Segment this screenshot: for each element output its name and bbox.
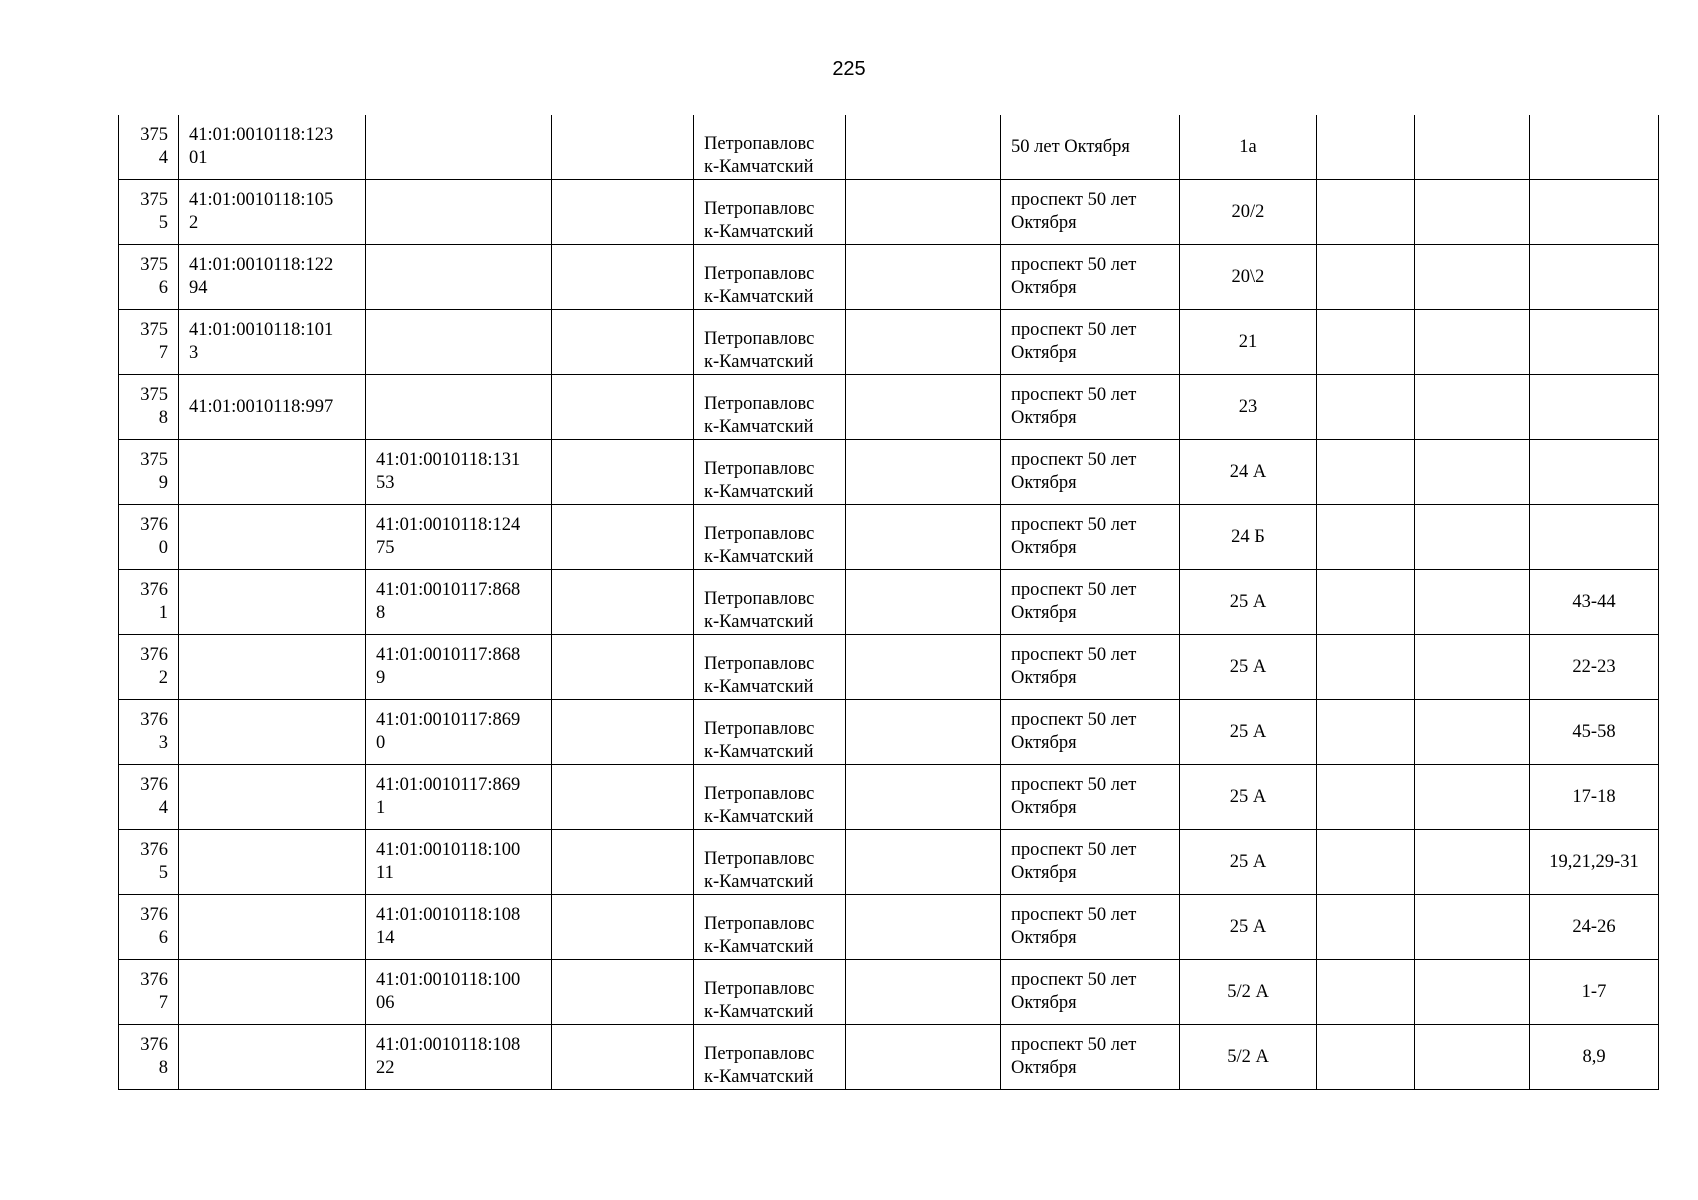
cadastral-number-cell bbox=[179, 700, 366, 765]
city-text: Петропавловс к-Камчатский bbox=[704, 979, 815, 1022]
cadastral-number-alt-text: 41:01:0010118:124 75 bbox=[376, 515, 521, 558]
empty-cell bbox=[1415, 180, 1530, 245]
empty-cell bbox=[846, 635, 1001, 700]
row-number-part-2: 3 bbox=[158, 733, 168, 753]
empty-cell bbox=[1415, 830, 1530, 895]
street-cell bbox=[1001, 375, 1180, 440]
empty-cell bbox=[1415, 375, 1530, 440]
row-number-part-2: 1 bbox=[158, 603, 168, 623]
street-cell bbox=[1001, 1025, 1180, 1090]
city-cell bbox=[694, 570, 846, 635]
city-cell bbox=[694, 180, 846, 245]
street-text: проспект 50 лет Октября bbox=[1011, 255, 1137, 298]
table-row bbox=[119, 310, 1659, 375]
city-text: Петропавловс к-Камчатский bbox=[704, 914, 815, 957]
street-cell bbox=[1001, 115, 1180, 180]
registry-rows bbox=[119, 115, 1659, 1090]
city-cell bbox=[694, 375, 846, 440]
house-text: 25 А bbox=[1229, 916, 1267, 937]
house-text: 20/2 bbox=[1231, 201, 1265, 222]
street-text: проспект 50 лет Октября bbox=[1011, 515, 1137, 558]
cadastral-number-alt-text: 41:01:0010117:868 8 bbox=[376, 580, 521, 623]
house-text: 20\2 bbox=[1231, 266, 1265, 287]
empty-cell bbox=[1415, 765, 1530, 830]
row-number bbox=[119, 245, 179, 310]
city-cell bbox=[694, 310, 846, 375]
cadastral-number-alt-cell bbox=[366, 1025, 552, 1090]
cadastral-number-alt-cell bbox=[366, 375, 552, 440]
row-number bbox=[119, 440, 179, 505]
flat-text: 22-23 bbox=[1572, 656, 1616, 677]
city-text: Петропавловс к-Камчатский bbox=[704, 264, 815, 307]
cadastral-number-text: 41:01:0010118:105 2 bbox=[189, 190, 334, 233]
flat-cell bbox=[1530, 245, 1659, 310]
empty-cell bbox=[552, 1025, 694, 1090]
house-cell bbox=[1180, 960, 1317, 1025]
street-cell bbox=[1001, 245, 1180, 310]
city-cell bbox=[694, 1025, 846, 1090]
table-row bbox=[119, 830, 1659, 895]
cadastral-number-alt-cell bbox=[366, 635, 552, 700]
house-cell bbox=[1180, 310, 1317, 375]
cadastral-number-cell bbox=[179, 310, 366, 375]
street-cell bbox=[1001, 310, 1180, 375]
row-number-part-1: 375 bbox=[140, 450, 168, 470]
row-number-part-1: 376 bbox=[140, 515, 168, 535]
empty-cell bbox=[1317, 115, 1415, 180]
street-text: проспект 50 лет Октября bbox=[1011, 840, 1137, 883]
city-text: Петропавловс к-Камчатский bbox=[704, 329, 815, 372]
house-cell bbox=[1180, 700, 1317, 765]
cadastral-number-cell bbox=[179, 1025, 366, 1090]
city-text: Петропавловс к-Камчатский bbox=[704, 524, 815, 567]
street-cell bbox=[1001, 765, 1180, 830]
flat-cell bbox=[1530, 1025, 1659, 1090]
street-cell bbox=[1001, 700, 1180, 765]
cadastral-number-cell bbox=[179, 505, 366, 570]
house-text: 25 А bbox=[1229, 851, 1267, 872]
cadastral-number-alt-cell bbox=[366, 830, 552, 895]
row-number-part-2: 6 bbox=[158, 928, 168, 948]
empty-cell bbox=[552, 245, 694, 310]
empty-cell bbox=[552, 635, 694, 700]
flat-cell bbox=[1530, 765, 1659, 830]
empty-cell bbox=[1415, 505, 1530, 570]
street-text: проспект 50 лет Октября bbox=[1011, 1035, 1137, 1078]
house-text: 25 А bbox=[1229, 591, 1267, 612]
city-text: Петропавловс к-Камчатский bbox=[704, 1044, 815, 1087]
city-cell bbox=[694, 635, 846, 700]
street-text: проспект 50 лет Октября bbox=[1011, 775, 1137, 818]
row-number-part-2: 7 bbox=[158, 343, 168, 363]
registry-table bbox=[118, 115, 1659, 1090]
empty-cell bbox=[1415, 1025, 1530, 1090]
city-cell bbox=[694, 115, 846, 180]
cadastral-number-cell bbox=[179, 895, 366, 960]
cadastral-number-cell bbox=[179, 960, 366, 1025]
empty-cell bbox=[1415, 960, 1530, 1025]
house-text: 25 А bbox=[1229, 656, 1267, 677]
house-text: 1а bbox=[1239, 136, 1257, 157]
row-number bbox=[119, 830, 179, 895]
flat-text: 1-7 bbox=[1581, 981, 1607, 1002]
empty-cell bbox=[846, 115, 1001, 180]
house-cell bbox=[1180, 440, 1317, 505]
house-cell bbox=[1180, 1025, 1317, 1090]
street-text: проспект 50 лет Октября bbox=[1011, 450, 1137, 493]
row-number-part-1: 376 bbox=[140, 905, 168, 925]
empty-cell bbox=[846, 570, 1001, 635]
table-row bbox=[119, 115, 1659, 180]
cadastral-number-alt-cell bbox=[366, 960, 552, 1025]
city-cell bbox=[694, 245, 846, 310]
row-number-part-1: 376 bbox=[140, 775, 168, 795]
flat-cell bbox=[1530, 830, 1659, 895]
empty-cell bbox=[1317, 830, 1415, 895]
table-row bbox=[119, 570, 1659, 635]
flat-cell bbox=[1530, 505, 1659, 570]
street-cell bbox=[1001, 180, 1180, 245]
cadastral-number-alt-cell bbox=[366, 570, 552, 635]
house-cell bbox=[1180, 895, 1317, 960]
empty-cell bbox=[1317, 765, 1415, 830]
empty-cell bbox=[552, 570, 694, 635]
empty-cell bbox=[1317, 245, 1415, 310]
house-text: 25 А bbox=[1229, 786, 1267, 807]
empty-cell bbox=[846, 895, 1001, 960]
empty-cell bbox=[1317, 700, 1415, 765]
row-number-part-1: 376 bbox=[140, 970, 168, 990]
empty-cell bbox=[846, 180, 1001, 245]
table-row bbox=[119, 245, 1659, 310]
house-cell bbox=[1180, 375, 1317, 440]
flat-text: 45-58 bbox=[1572, 721, 1616, 742]
row-number-part-1: 375 bbox=[140, 320, 168, 340]
row-number-part-2: 2 bbox=[158, 668, 168, 688]
row-number-part-1: 376 bbox=[140, 840, 168, 860]
house-cell bbox=[1180, 505, 1317, 570]
cadastral-number-cell bbox=[179, 830, 366, 895]
cadastral-number-alt-cell bbox=[366, 505, 552, 570]
row-number bbox=[119, 505, 179, 570]
table-row bbox=[119, 375, 1659, 440]
empty-cell bbox=[1415, 635, 1530, 700]
house-cell bbox=[1180, 180, 1317, 245]
house-text: 21 bbox=[1238, 331, 1258, 352]
table-row bbox=[119, 765, 1659, 830]
empty-cell bbox=[1415, 895, 1530, 960]
empty-cell bbox=[552, 440, 694, 505]
empty-cell bbox=[1317, 960, 1415, 1025]
row-number-part-2: 5 bbox=[158, 213, 168, 233]
empty-cell bbox=[552, 700, 694, 765]
cadastral-number-cell bbox=[179, 635, 366, 700]
cadastral-number-cell bbox=[179, 115, 366, 180]
row-number-part-2: 0 bbox=[158, 538, 168, 558]
city-text: Петропавловс к-Камчатский bbox=[704, 849, 815, 892]
house-text: 5/2 А bbox=[1227, 1046, 1269, 1067]
row-number bbox=[119, 765, 179, 830]
street-text: проспект 50 лет Октября bbox=[1011, 385, 1137, 428]
row-number-part-2: 7 bbox=[158, 993, 168, 1013]
row-number-part-2: 9 bbox=[158, 473, 168, 493]
cadastral-number-alt-cell bbox=[366, 180, 552, 245]
empty-cell bbox=[846, 830, 1001, 895]
table-row bbox=[119, 180, 1659, 245]
empty-cell bbox=[1317, 375, 1415, 440]
empty-cell bbox=[1317, 310, 1415, 375]
empty-cell bbox=[846, 505, 1001, 570]
house-cell bbox=[1180, 830, 1317, 895]
flat-cell bbox=[1530, 180, 1659, 245]
street-text: проспект 50 лет Октября bbox=[1011, 580, 1137, 623]
row-number-part-2: 5 bbox=[158, 863, 168, 883]
house-text: 24 Б bbox=[1231, 526, 1265, 547]
empty-cell bbox=[552, 115, 694, 180]
city-text: Петропавловс к-Камчатский bbox=[704, 654, 815, 697]
empty-cell bbox=[1317, 635, 1415, 700]
empty-cell bbox=[1317, 1025, 1415, 1090]
empty-cell bbox=[1317, 180, 1415, 245]
empty-cell bbox=[1415, 570, 1530, 635]
city-cell bbox=[694, 830, 846, 895]
flat-cell bbox=[1530, 115, 1659, 180]
empty-cell bbox=[846, 375, 1001, 440]
row-number bbox=[119, 375, 179, 440]
cadastral-number-alt-cell bbox=[366, 700, 552, 765]
cadastral-number-cell bbox=[179, 440, 366, 505]
empty-cell bbox=[552, 505, 694, 570]
row-number-part-1: 375 bbox=[140, 125, 168, 145]
city-cell bbox=[694, 440, 846, 505]
table-row bbox=[119, 1025, 1659, 1090]
table-row bbox=[119, 635, 1659, 700]
cadastral-number-alt-text: 41:01:0010118:100 06 bbox=[376, 970, 521, 1013]
empty-cell bbox=[1415, 440, 1530, 505]
empty-cell bbox=[552, 765, 694, 830]
cadastral-number-cell bbox=[179, 245, 366, 310]
table-row bbox=[119, 505, 1659, 570]
empty-cell bbox=[1317, 895, 1415, 960]
flat-cell bbox=[1530, 570, 1659, 635]
flat-cell bbox=[1530, 310, 1659, 375]
empty-cell bbox=[1317, 440, 1415, 505]
row-number-part-2: 6 bbox=[158, 278, 168, 298]
row-number-part-1: 376 bbox=[140, 1035, 168, 1055]
empty-cell bbox=[846, 960, 1001, 1025]
page-number: 225 bbox=[832, 58, 866, 80]
street-text: проспект 50 лет Октября bbox=[1011, 320, 1137, 363]
street-text: 50 лет Октября bbox=[1011, 136, 1130, 157]
cadastral-number-alt-cell bbox=[366, 310, 552, 375]
row-number-part-1: 376 bbox=[140, 580, 168, 600]
flat-text: 43-44 bbox=[1572, 591, 1616, 612]
empty-cell bbox=[1415, 700, 1530, 765]
city-text: Петропавловс к-Камчатский bbox=[704, 394, 815, 437]
empty-cell bbox=[1317, 505, 1415, 570]
flat-text: 24-26 bbox=[1572, 916, 1616, 937]
row-number-part-1: 376 bbox=[140, 645, 168, 665]
flat-cell bbox=[1530, 960, 1659, 1025]
row-number-part-2: 8 bbox=[158, 1058, 168, 1078]
row-number-part-1: 375 bbox=[140, 255, 168, 275]
row-number bbox=[119, 960, 179, 1025]
city-text: Петропавловс к-Камчатский bbox=[704, 199, 815, 242]
row-number-part-1: 375 bbox=[140, 385, 168, 405]
house-cell bbox=[1180, 570, 1317, 635]
row-number bbox=[119, 310, 179, 375]
flat-text: 17-18 bbox=[1572, 786, 1616, 807]
table-row bbox=[119, 960, 1659, 1025]
empty-cell bbox=[1317, 570, 1415, 635]
city-text: Петропавловс к-Камчатский bbox=[704, 134, 815, 177]
empty-cell bbox=[846, 440, 1001, 505]
empty-cell bbox=[1415, 245, 1530, 310]
empty-cell bbox=[846, 765, 1001, 830]
row-number-part-2: 8 bbox=[158, 408, 168, 428]
street-text: проспект 50 лет Октября bbox=[1011, 645, 1137, 688]
table-row bbox=[119, 440, 1659, 505]
cadastral-number-alt-text: 41:01:0010117:868 9 bbox=[376, 645, 521, 688]
row-number bbox=[119, 700, 179, 765]
cadastral-number-alt-cell bbox=[366, 765, 552, 830]
street-text: проспект 50 лет Октября bbox=[1011, 190, 1137, 233]
empty-cell bbox=[1415, 310, 1530, 375]
house-cell bbox=[1180, 635, 1317, 700]
cadastral-number-alt-cell bbox=[366, 440, 552, 505]
flat-cell bbox=[1530, 895, 1659, 960]
row-number-part-2: 4 bbox=[158, 798, 168, 818]
flat-cell bbox=[1530, 440, 1659, 505]
flat-cell bbox=[1530, 700, 1659, 765]
house-text: 24 А bbox=[1229, 461, 1267, 482]
cadastral-number-cell bbox=[179, 375, 366, 440]
empty-cell bbox=[552, 375, 694, 440]
street-cell bbox=[1001, 960, 1180, 1025]
empty-cell bbox=[1415, 115, 1530, 180]
street-cell bbox=[1001, 895, 1180, 960]
empty-cell bbox=[552, 895, 694, 960]
cadastral-number-alt-cell bbox=[366, 895, 552, 960]
cadastral-number-alt-cell bbox=[366, 115, 552, 180]
cadastral-number-alt-text: 41:01:0010117:869 1 bbox=[376, 775, 521, 818]
cadastral-number-cell bbox=[179, 570, 366, 635]
empty-cell bbox=[552, 310, 694, 375]
cadastral-number-cell bbox=[179, 765, 366, 830]
row-number bbox=[119, 895, 179, 960]
city-cell bbox=[694, 765, 846, 830]
house-text: 5/2 А bbox=[1227, 981, 1269, 1002]
empty-cell bbox=[846, 1025, 1001, 1090]
flat-cell bbox=[1530, 375, 1659, 440]
cadastral-number-text: 41:01:0010118:123 01 bbox=[189, 125, 334, 168]
row-number-part-1: 376 bbox=[140, 710, 168, 730]
table-row bbox=[119, 895, 1659, 960]
row-number bbox=[119, 115, 179, 180]
row-number bbox=[119, 1025, 179, 1090]
empty-cell bbox=[846, 700, 1001, 765]
cadastral-number-alt-text: 41:01:0010118:108 22 bbox=[376, 1035, 521, 1078]
street-cell bbox=[1001, 505, 1180, 570]
cadastral-number-alt-text: 41:01:0010118:131 53 bbox=[376, 450, 521, 493]
empty-cell bbox=[552, 180, 694, 245]
city-text: Петропавловс к-Камчатский bbox=[704, 589, 815, 632]
house-cell bbox=[1180, 765, 1317, 830]
city-cell bbox=[694, 960, 846, 1025]
street-cell bbox=[1001, 440, 1180, 505]
row-number bbox=[119, 180, 179, 245]
street-text: проспект 50 лет Октября bbox=[1011, 710, 1137, 753]
row-number bbox=[119, 635, 179, 700]
city-cell bbox=[694, 700, 846, 765]
cadastral-number-alt-text: 41:01:0010118:108 14 bbox=[376, 905, 521, 948]
city-text: Петропавловс к-Камчатский bbox=[704, 784, 815, 827]
empty-cell bbox=[846, 310, 1001, 375]
house-text: 25 А bbox=[1229, 721, 1267, 742]
cadastral-number-text: 41:01:0010118:101 3 bbox=[189, 320, 334, 363]
street-text: проспект 50 лет Октября bbox=[1011, 970, 1137, 1013]
street-cell bbox=[1001, 830, 1180, 895]
cadastral-number-alt-text: 41:01:0010118:100 11 bbox=[376, 840, 521, 883]
house-text: 23 bbox=[1238, 396, 1258, 417]
flat-text: 8,9 bbox=[1582, 1046, 1606, 1067]
flat-text: 19,21,29-31 bbox=[1549, 851, 1639, 872]
row-number bbox=[119, 570, 179, 635]
cadastral-number-text: 41:01:0010118:997 bbox=[189, 396, 334, 417]
row-number-part-2: 4 bbox=[158, 148, 168, 168]
street-text: проспект 50 лет Октября bbox=[1011, 905, 1137, 948]
house-cell bbox=[1180, 115, 1317, 180]
table-row bbox=[119, 700, 1659, 765]
street-cell bbox=[1001, 635, 1180, 700]
city-cell bbox=[694, 895, 846, 960]
cadastral-number-alt-text: 41:01:0010117:869 0 bbox=[376, 710, 521, 753]
house-cell bbox=[1180, 245, 1317, 310]
city-text: Петропавловс к-Камчатский bbox=[704, 719, 815, 762]
empty-cell bbox=[552, 960, 694, 1025]
cadastral-number-cell bbox=[179, 180, 366, 245]
flat-cell bbox=[1530, 635, 1659, 700]
empty-cell bbox=[846, 245, 1001, 310]
city-cell bbox=[694, 505, 846, 570]
cadastral-number-alt-cell bbox=[366, 245, 552, 310]
row-number-part-1: 375 bbox=[140, 190, 168, 210]
city-text: Петропавловс к-Камчатский bbox=[704, 459, 815, 502]
empty-cell bbox=[552, 830, 694, 895]
street-cell bbox=[1001, 570, 1180, 635]
cadastral-number-text: 41:01:0010118:122 94 bbox=[189, 255, 334, 298]
